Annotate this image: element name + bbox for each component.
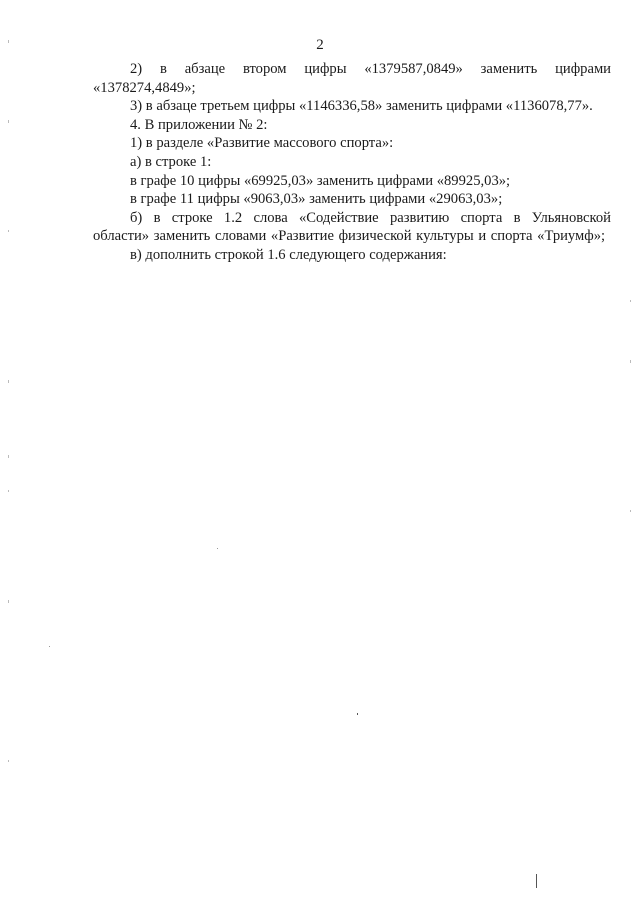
scan-artifact-left-3 [8,230,9,232]
scan-artifact-left-2 [8,120,9,123]
scan-speck-2 [49,646,50,647]
scan-speck-1 [357,713,358,715]
scan-artifact-left-4 [8,380,9,383]
scan-artifact-right-3 [630,510,631,512]
scan-artifact-right-2 [630,360,631,363]
column-11-change: в графе 11 цифры «9063,03» заменить цифрами «29063,03»; [130,191,503,208]
subsection-mass-sport: 1) в разделе «Развитие массового спорта»: [130,135,394,152]
add-row-1-6: в) дополнить строкой 1.6 следующего содержания: [130,246,447,263]
scan-artifact-left-1 [8,40,9,43]
row-1-heading: а) в строке 1: [130,153,212,170]
scan-artifact-left-6 [8,490,9,492]
column-10-change: в графе 10 цифры «69925,03» заменить цифрами «89925,03»; [130,172,511,189]
page-number: 2 [316,37,324,53]
scan-artifact-left-8 [8,760,9,762]
paragraph-item-2: 2) в абзаце втором цифры «1379587,0849» заменить цифрами «1378274,4849»; [93,61,611,96]
scan-artifact-left-7 [8,600,9,603]
scan-speck-3 [217,548,218,549]
paragraph-item-3: 3) в абзаце третьем цифры «1146336,58» заменить цифрами «1136078,77». [130,98,593,115]
scan-artifact-right-1 [630,300,631,302]
row-1-2-change: б) в строке 1.2 слова «Содействие развитию спорта в Ульяновской области» заменить словами «Развитие физической культуры и спорта «Триумф»; [93,209,611,245]
scan-artifact-left-5 [8,455,9,458]
section-heading-appendix-2: 4. В приложении № 2: [130,116,268,133]
document-body [93,60,611,265]
scan-edge-mark [536,874,537,888]
